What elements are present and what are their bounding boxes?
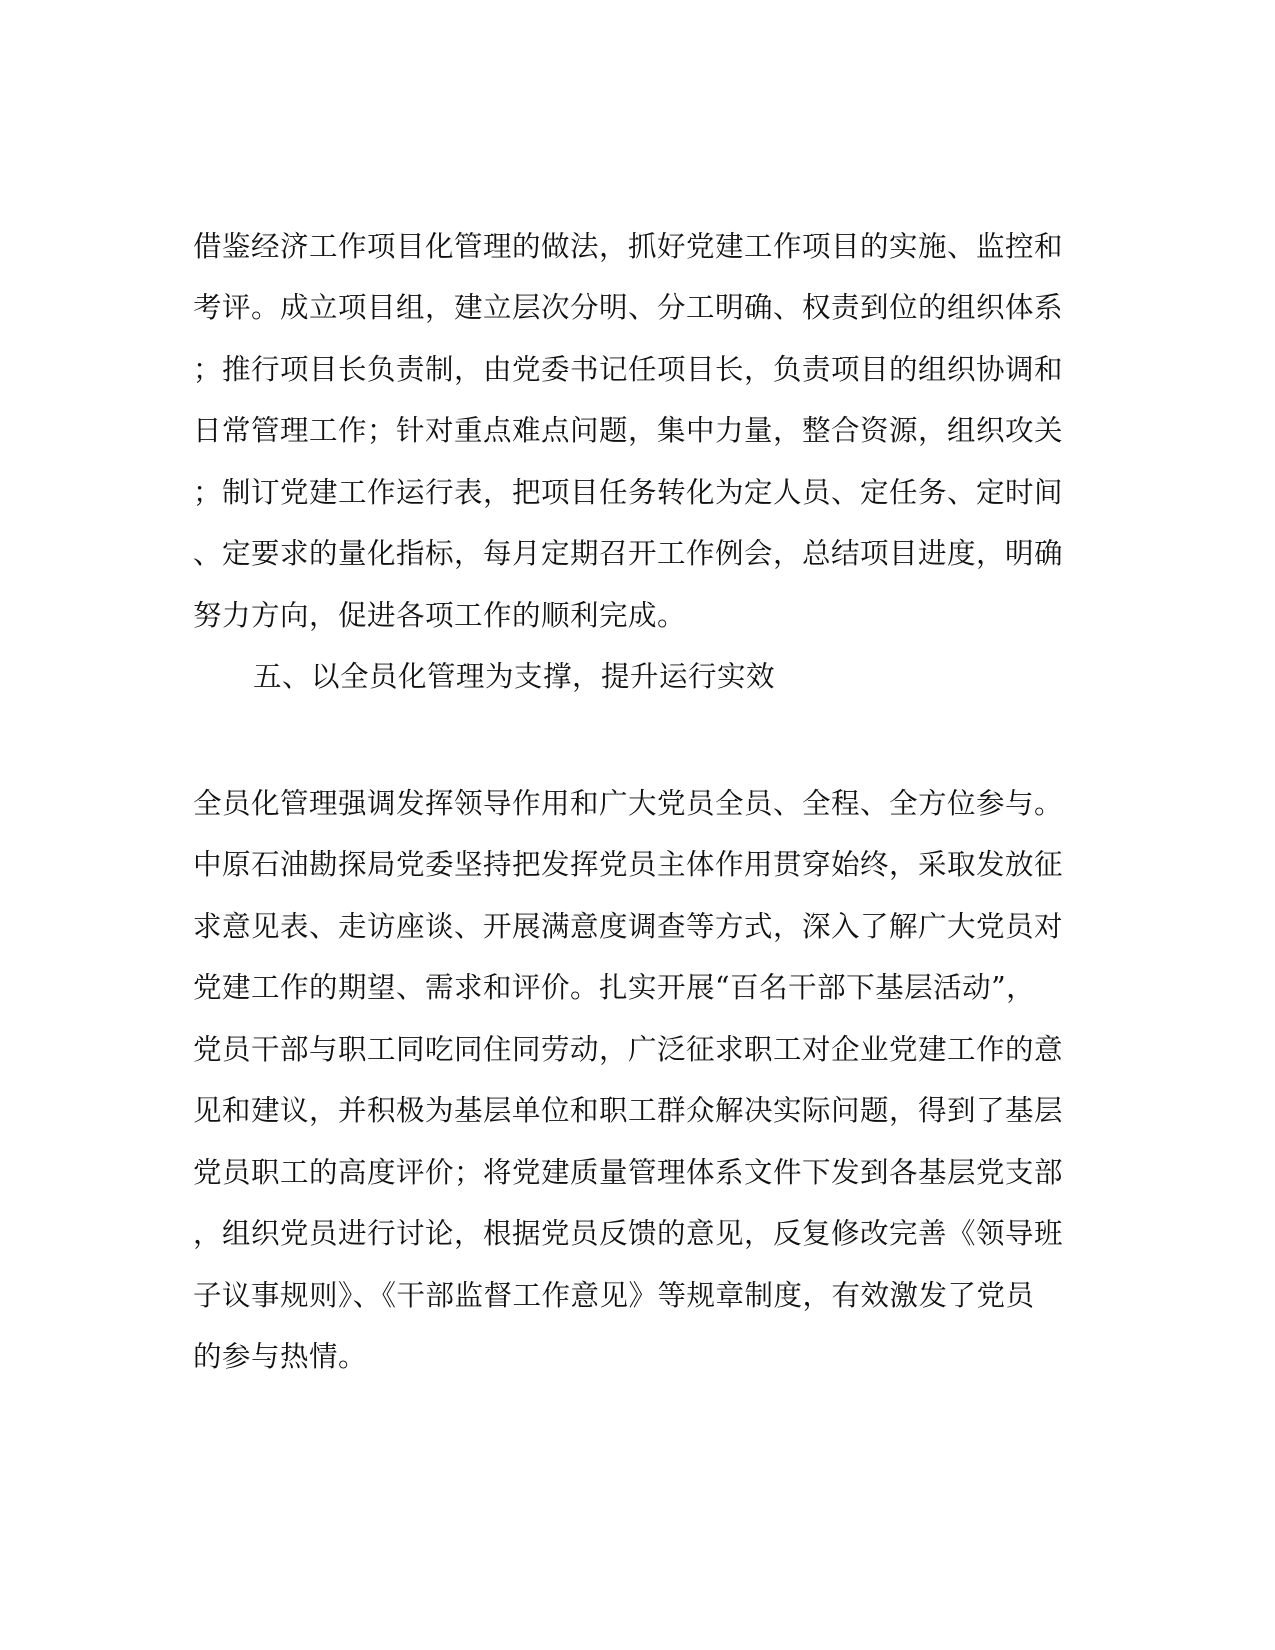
text-line: 的参与热情。 bbox=[193, 1340, 368, 1373]
text-line: 、定要求的量化指标，每月定期召开工作例会，总结项目进度，明确 bbox=[193, 537, 1064, 570]
text-line: 日常管理工作；针对重点难点问题，集中力量，整合资源，组织攻关 bbox=[193, 414, 1064, 447]
section-heading: 五、以全员化管理为支撑，提升运行实效 bbox=[253, 660, 776, 693]
text-line: 全员化管理强调发挥领导作用和广大党员全员、全程、全方位参与。 bbox=[193, 787, 1064, 820]
text-line: 见和建议，并积极为基层单位和职工群众解决实际问题，得到了基层 bbox=[193, 1094, 1064, 1127]
text-line: 中原石油勘探局党委坚持把发挥党员主体作用贯穿始终，采取发放征 bbox=[193, 848, 1064, 881]
text-line: 考评。成立项目组，建立层次分明、分工明确、权责到位的组织体系 bbox=[193, 291, 1064, 324]
text-line: 党建工作的期望、需求和评价。扎实开展“百名干部下基层活动”， bbox=[193, 971, 1036, 1004]
text-line: 子议事规则》、《干部监督工作意见》等规章制度，有效激发了党员 bbox=[193, 1279, 1035, 1312]
text-line: ，组织党员进行讨论，根据党员反馈的意见，反复修改完善《领导班 bbox=[193, 1217, 1064, 1250]
text-line: 借鉴经济工作项目化管理的做法，抓好党建工作项目的实施、监控和 bbox=[193, 230, 1064, 263]
text-line: ；推行项目长负责制，由党委书记任项目长，负责项目的组织协调和 bbox=[193, 353, 1064, 386]
text-line: 努力方向，促进各项工作的顺利完成。 bbox=[193, 599, 687, 632]
text-line: 求意见表、走访座谈、开展满意度调查等方式，深入了解广大党员对 bbox=[193, 910, 1064, 943]
text-line: 党员干部与职工同吃同住同劳动，广泛征求职工对企业党建工作的意 bbox=[193, 1033, 1064, 1066]
text-line: ；制订党建工作运行表，把项目任务转化为定人员、定任务、定时间 bbox=[193, 476, 1064, 509]
text-line: 党员职工的高度评价；将党建质量管理体系文件下发到各基层党支部 bbox=[193, 1156, 1064, 1189]
